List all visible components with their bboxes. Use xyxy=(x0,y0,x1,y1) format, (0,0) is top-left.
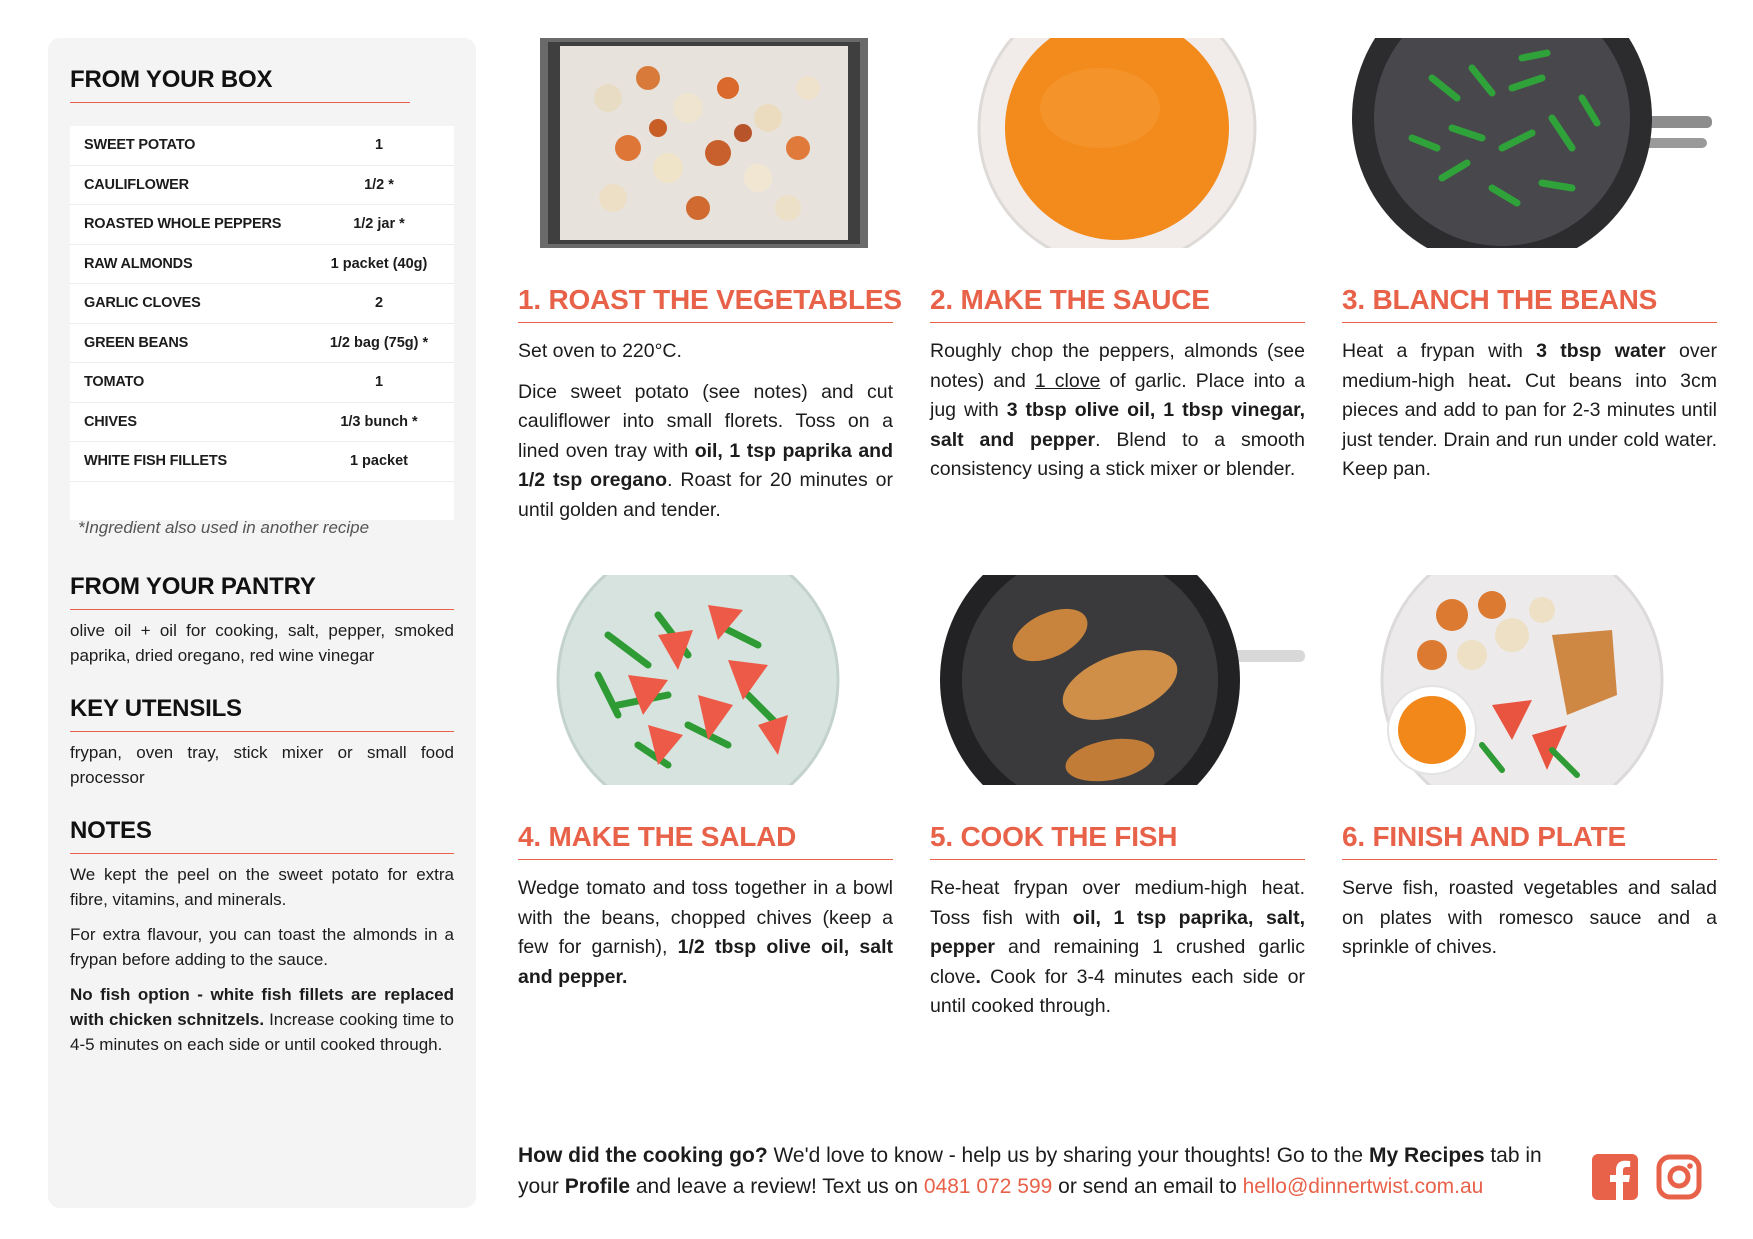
fish-frypan-photo xyxy=(930,575,1305,785)
table-row xyxy=(70,245,454,285)
table-row xyxy=(70,324,454,364)
step-title: 5. COOK THE FISH xyxy=(930,821,1305,860)
text-span: Heat a frypan with xyxy=(1342,340,1537,362)
step-paragraph xyxy=(518,378,893,526)
step-5 xyxy=(930,575,1305,1033)
beans-frypan-photo xyxy=(1342,38,1717,248)
step-body xyxy=(518,874,893,992)
profile-link[interactable]: Profile xyxy=(564,1175,631,1198)
sauce-jug-photo xyxy=(930,38,1305,248)
footer-text: or send an email to xyxy=(1052,1175,1243,1198)
roasted-vegetables-tray-photo xyxy=(518,38,893,248)
pantry-section xyxy=(48,573,476,668)
pantry-heading: FROM YOUR PANTRY xyxy=(70,573,454,610)
utensils-heading: KEY UTENSILS xyxy=(70,695,454,732)
plated-meal-photo xyxy=(1342,575,1717,785)
footer-text: tab in your xyxy=(518,1144,1542,1198)
step-body xyxy=(930,874,1305,1022)
salad-bowl-photo xyxy=(518,575,893,785)
footer-text: We'd love to know - help us by sharing your thoughts! Go to the xyxy=(767,1144,1369,1167)
step-1 xyxy=(518,38,902,536)
phone-link[interactable]: 0481 072 599 xyxy=(923,1175,1053,1198)
ingredient-qty: 1 packet xyxy=(349,453,409,470)
instagram-icon[interactable] xyxy=(1656,1154,1702,1200)
notes-heading: NOTES xyxy=(70,817,454,854)
text-span: and remaining 1 crushed garlic clove xyxy=(930,936,1305,988)
sidebar-panel xyxy=(48,38,476,1208)
note-paragraph: For extra flavour, you can toast the almonds in a frypan before adding to the sauce. xyxy=(70,925,454,969)
notes-text xyxy=(70,862,454,1057)
ingredient-name: RAW ALMONDS xyxy=(84,255,193,272)
step-paragraph xyxy=(518,874,893,992)
step-body xyxy=(518,337,893,525)
footer-text: and leave a review! Text us on xyxy=(630,1175,924,1198)
text-span: over medium-high heat xyxy=(1342,340,1717,392)
table-row xyxy=(70,126,454,166)
step-4 xyxy=(518,575,893,1003)
ingredient-name: TOMATO xyxy=(84,374,145,391)
bold-span: 1/2 tbsp olive oil, salt and pepper. xyxy=(518,936,893,988)
bold-span: oil, 1 tsp paprika, salt, pepper xyxy=(930,906,1306,958)
text-span: Roughly chop the peppers, almonds (see notes) and xyxy=(930,340,1305,392)
my-recipes-link[interactable]: My Recipes xyxy=(1368,1144,1485,1167)
table-row xyxy=(70,284,454,324)
ingredient-name: CHIVES xyxy=(84,413,137,430)
ingredient-name: SWEET POTATO xyxy=(84,137,196,154)
facebook-icon[interactable] xyxy=(1592,1154,1638,1200)
ingredient-qty: 1/2 jar * xyxy=(353,216,405,233)
notes-section xyxy=(48,817,476,1067)
note-paragraph: We kept the peel on the sweet potato for extra fibre, vitamins, and minerals. xyxy=(70,865,454,909)
step-3 xyxy=(1342,38,1717,496)
step-paragraph xyxy=(930,874,1305,1022)
step-paragraph: Serve fish, roasted vegetables and salad on plates with romesco sauce and a sprinkle of chives. xyxy=(1342,877,1717,958)
bold-span: 3 tbsp olive oil, 1 tbsp vinegar, salt and pepper xyxy=(930,399,1305,451)
table-row xyxy=(70,403,454,443)
text-span: . Roast for 20 minutes or until golden and tender. xyxy=(518,469,893,521)
table-row xyxy=(70,442,454,482)
text-span: Cut beans into 3cm pieces and add to pan for 2-3 minutes until just tender. Drain and run under cold water. Keep pan. xyxy=(1342,369,1717,480)
ingredient-qty: 1/3 bunch * xyxy=(340,413,418,430)
ingredient-table xyxy=(70,126,454,520)
step-paragraph: Set oven to 220°C. xyxy=(518,340,682,362)
step-body xyxy=(1342,337,1717,485)
underlined-span: 1 clove xyxy=(1034,369,1101,392)
step-paragraph xyxy=(930,337,1305,485)
step-title: 4. MAKE THE SALAD xyxy=(518,821,893,860)
text-span: Re-heat frypan over medium-high heat. Toss fish with xyxy=(930,877,1305,929)
from-your-box-heading: FROM YOUR BOX xyxy=(70,66,410,103)
step-paragraph xyxy=(1342,337,1717,485)
text-span: Cook for 3-4 minutes each side or until cooked through. xyxy=(930,965,1305,1017)
utensils-text: frypan, oven tray, stick mixer or small food processor xyxy=(70,743,454,787)
ingredient-name: ROASTED WHOLE PEPPERS xyxy=(84,216,282,233)
bold-span: 3 tbsp water xyxy=(1536,340,1666,362)
bold-span: . xyxy=(975,965,981,988)
table-row xyxy=(70,205,454,245)
text-span: of garlic. Place into a jug with xyxy=(930,369,1305,421)
step-body xyxy=(930,337,1305,485)
step-6 xyxy=(1342,575,1717,974)
ingredient-name: CAULIFLOWER xyxy=(84,176,189,193)
step-body xyxy=(1342,874,1717,963)
text-span: Wedge tomato and toss together in a bowl with the beans, chopped chives (keep a few for garnish), xyxy=(518,877,893,958)
ingredient-name: GARLIC CLOVES xyxy=(84,295,201,312)
ingredient-qty: 1 xyxy=(374,374,384,391)
ingredient-qty: 2 xyxy=(374,295,384,312)
step-title: 3. BLANCH THE BEANS xyxy=(1342,284,1717,323)
ingredient-qty: 1/2 bag (75g) * xyxy=(329,334,429,351)
ingredient-name: GREEN BEANS xyxy=(84,334,189,351)
bold-span: oil, 1 tsp paprika and 1/2 tsp oregano xyxy=(518,439,893,491)
note-bold: No fish option - white fish fillets are replaced with chicken schnitzels. xyxy=(70,985,454,1029)
step-title: 1. ROAST THE VEGETABLES xyxy=(518,284,893,323)
step-title: 2. MAKE THE SAUCE xyxy=(930,284,1305,323)
ingredient-qty: 1 packet (40g) xyxy=(330,255,428,272)
note-rest: Increase cooking time to 4-5 minutes on each side or until cooked through. xyxy=(70,1010,455,1054)
ingredient-qty: 1 xyxy=(374,137,384,154)
text-span: Dice sweet potato (see notes) and cut cauliflower into small florets. Toss on a lined oven tray with xyxy=(518,380,893,462)
note-paragraph xyxy=(70,982,454,1057)
footer-question: How did the cooking go? xyxy=(518,1144,768,1167)
table-row xyxy=(70,166,454,206)
from-your-box-section xyxy=(48,66,432,103)
text-span: . Blend to a smooth consistency using a stick mixer or blender. xyxy=(930,428,1305,480)
ingredient-qty: 1/2 * xyxy=(364,176,394,193)
bold-span: . xyxy=(1506,369,1512,392)
feedback-footer xyxy=(518,1140,1578,1202)
ingredient-footnote: *Ingredient also used in another recipe xyxy=(78,518,370,537)
step-2 xyxy=(930,38,1305,496)
utensils-section xyxy=(48,695,476,790)
email-link[interactable]: hello@dinnertwist.com.au xyxy=(1242,1175,1484,1198)
step-title: 6. FINISH AND PLATE xyxy=(1342,821,1717,860)
pantry-text: olive oil + oil for cooking, salt, pepper, smoked paprika, dried oregano, red wine vinegar xyxy=(70,621,454,665)
table-row xyxy=(70,363,454,403)
ingredient-name: WHITE FISH FILLETS xyxy=(84,453,228,470)
table-row-empty xyxy=(70,482,454,520)
